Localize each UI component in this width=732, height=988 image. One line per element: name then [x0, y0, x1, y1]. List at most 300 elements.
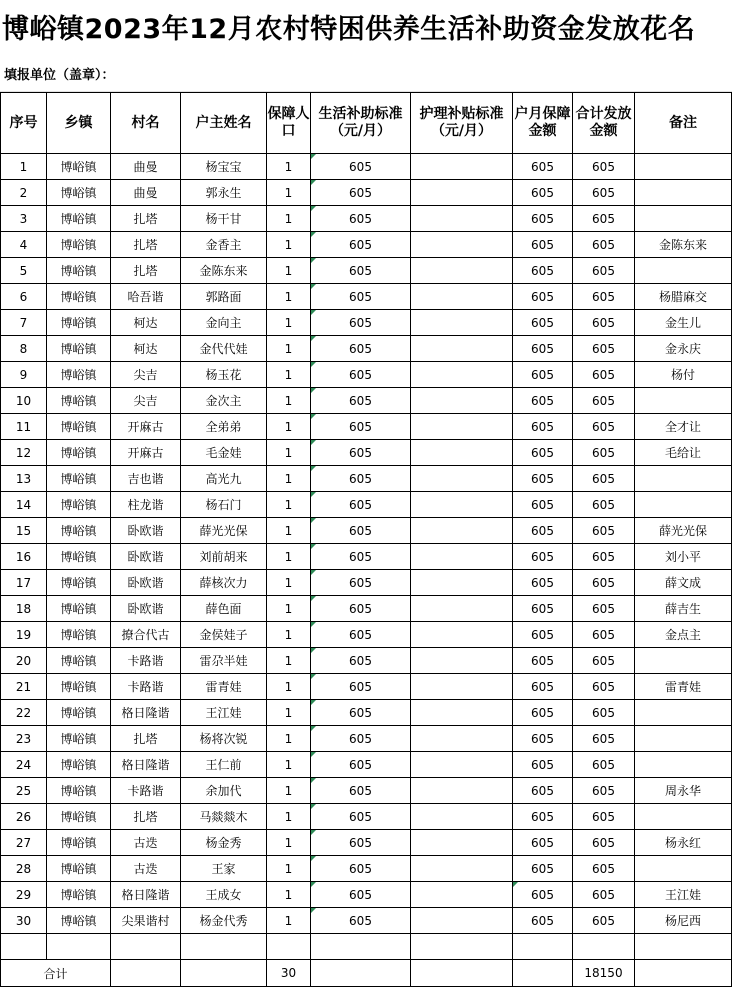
monthly-amount-cell: 605 — [513, 752, 573, 778]
col-header-total: 合计发放金额 — [573, 93, 635, 154]
life-subsidy-cell: 605 — [311, 674, 411, 700]
note-cell — [635, 388, 732, 414]
table-row — [1, 414, 732, 440]
life-subsidy-cell: 605 — [311, 804, 411, 830]
town-cell: 博峪镇 — [47, 570, 111, 596]
monthly-amount-cell: 605 — [513, 674, 573, 700]
population-cell: 1 — [267, 830, 311, 856]
table-cell — [411, 960, 513, 987]
row-number: 28 — [1, 856, 47, 882]
row-number: 10 — [1, 388, 47, 414]
total-amount-cell: 605 — [573, 778, 635, 804]
table-row — [1, 440, 732, 466]
note-cell: 金点主 — [635, 622, 732, 648]
care-subsidy-cell — [411, 674, 513, 700]
col-header-life-subsidy: 生活补助标准（元/月） — [311, 93, 411, 154]
householder-name: 杨金秀 — [181, 830, 267, 856]
monthly-amount-cell: 605 — [513, 414, 573, 440]
town-cell: 博峪镇 — [47, 596, 111, 622]
note-cell: 金生儿 — [635, 310, 732, 336]
row-number: 11 — [1, 414, 47, 440]
table-cell — [47, 934, 111, 960]
life-subsidy-cell: 605 — [311, 856, 411, 882]
life-subsidy-cell: 605 — [311, 570, 411, 596]
table-row — [1, 752, 732, 778]
population-cell: 1 — [267, 388, 311, 414]
table-row — [1, 648, 732, 674]
village-cell: 柯达 — [111, 336, 181, 362]
life-subsidy-cell: 605 — [311, 154, 411, 180]
village-cell: 尖吉 — [111, 388, 181, 414]
care-subsidy-cell — [411, 648, 513, 674]
village-cell: 格日隆谐 — [111, 700, 181, 726]
town-cell: 博峪镇 — [47, 648, 111, 674]
total-amount-cell: 605 — [573, 180, 635, 206]
village-cell: 卡路谐 — [111, 674, 181, 700]
row-number: 25 — [1, 778, 47, 804]
householder-name: 杨石门 — [181, 492, 267, 518]
total-amount-cell: 605 — [573, 544, 635, 570]
table-cell — [181, 934, 267, 960]
table-row — [1, 388, 732, 414]
note-cell — [635, 154, 732, 180]
total-label: 合计 — [1, 960, 111, 987]
table-cell — [1, 934, 47, 960]
fill-unit-label: 填报单位（盖章）： — [0, 60, 732, 92]
table-row — [1, 544, 732, 570]
total-amount-cell: 605 — [573, 310, 635, 336]
total-amount-cell: 605 — [573, 284, 635, 310]
village-cell: 曲曼 — [111, 180, 181, 206]
monthly-amount-cell: 605 — [513, 726, 573, 752]
population-cell: 1 — [267, 258, 311, 284]
table-row — [1, 596, 732, 622]
life-subsidy-cell: 605 — [311, 908, 411, 934]
monthly-amount-cell: 605 — [513, 804, 573, 830]
table-row — [1, 570, 732, 596]
town-cell: 博峪镇 — [47, 154, 111, 180]
row-number: 29 — [1, 882, 47, 908]
village-cell: 格日隆谐 — [111, 752, 181, 778]
householder-name: 王成女 — [181, 882, 267, 908]
householder-name: 金侯娃子 — [181, 622, 267, 648]
householder-name: 杨干甘 — [181, 206, 267, 232]
care-subsidy-cell — [411, 908, 513, 934]
town-cell: 博峪镇 — [47, 674, 111, 700]
note-cell: 雷青娃 — [635, 674, 732, 700]
village-cell: 扎塔 — [111, 232, 181, 258]
note-cell — [635, 180, 732, 206]
table-row — [1, 310, 732, 336]
population-cell: 1 — [267, 414, 311, 440]
note-cell: 杨永红 — [635, 830, 732, 856]
village-cell: 撩合代古 — [111, 622, 181, 648]
note-cell: 周永华 — [635, 778, 732, 804]
col-header-monthly: 户月保障金额 — [513, 93, 573, 154]
care-subsidy-cell — [411, 518, 513, 544]
town-cell: 博峪镇 — [47, 336, 111, 362]
life-subsidy-cell: 605 — [311, 310, 411, 336]
row-number: 27 — [1, 830, 47, 856]
monthly-amount-cell: 605 — [513, 362, 573, 388]
table-row — [1, 206, 732, 232]
monthly-amount-cell: 605 — [513, 258, 573, 284]
total-amount-cell: 605 — [573, 518, 635, 544]
table-cell — [513, 960, 573, 987]
note-cell: 薛文成 — [635, 570, 732, 596]
population-cell: 1 — [267, 778, 311, 804]
life-subsidy-cell: 605 — [311, 258, 411, 284]
householder-name: 杨玉花 — [181, 362, 267, 388]
care-subsidy-cell — [411, 596, 513, 622]
total-amount-cell: 605 — [573, 804, 635, 830]
total-amount-cell: 605 — [573, 440, 635, 466]
care-subsidy-cell — [411, 544, 513, 570]
row-number: 9 — [1, 362, 47, 388]
care-subsidy-cell — [411, 284, 513, 310]
table-row — [1, 362, 732, 388]
life-subsidy-cell: 605 — [311, 206, 411, 232]
roster-table — [0, 92, 732, 987]
row-number: 13 — [1, 466, 47, 492]
village-cell: 开麻古 — [111, 440, 181, 466]
care-subsidy-cell — [411, 336, 513, 362]
row-number: 23 — [1, 726, 47, 752]
monthly-amount-cell: 605 — [513, 882, 573, 908]
town-cell: 博峪镇 — [47, 180, 111, 206]
care-subsidy-cell — [411, 726, 513, 752]
life-subsidy-cell: 605 — [311, 752, 411, 778]
population-cell: 1 — [267, 180, 311, 206]
monthly-amount-cell: 605 — [513, 570, 573, 596]
village-cell: 古迭 — [111, 830, 181, 856]
row-number: 22 — [1, 700, 47, 726]
life-subsidy-cell: 605 — [311, 180, 411, 206]
village-cell: 尖果谐村 — [111, 908, 181, 934]
life-subsidy-cell: 605 — [311, 414, 411, 440]
care-subsidy-cell — [411, 622, 513, 648]
col-header-town: 乡镇 — [47, 93, 111, 154]
row-number: 3 — [1, 206, 47, 232]
life-subsidy-cell: 605 — [311, 232, 411, 258]
note-cell — [635, 466, 732, 492]
monthly-amount-cell: 605 — [513, 856, 573, 882]
village-cell: 格日隆谐 — [111, 882, 181, 908]
monthly-amount-cell: 605 — [513, 284, 573, 310]
monthly-amount-cell: 605 — [513, 596, 573, 622]
care-subsidy-cell — [411, 180, 513, 206]
col-header-population: 保障人口 — [267, 93, 311, 154]
householder-name: 郭永生 — [181, 180, 267, 206]
population-cell: 1 — [267, 310, 311, 336]
total-amount-cell: 605 — [573, 206, 635, 232]
village-cell: 尖吉 — [111, 362, 181, 388]
note-cell — [635, 648, 732, 674]
householder-name: 高光九 — [181, 466, 267, 492]
care-subsidy-cell — [411, 232, 513, 258]
table-row — [1, 154, 732, 180]
note-cell — [635, 752, 732, 778]
row-number: 6 — [1, 284, 47, 310]
table-row — [1, 258, 732, 284]
note-cell — [635, 206, 732, 232]
town-cell: 博峪镇 — [47, 466, 111, 492]
population-cell: 1 — [267, 284, 311, 310]
care-subsidy-cell — [411, 154, 513, 180]
total-amount-cell: 605 — [573, 700, 635, 726]
householder-name: 金陈东来 — [181, 258, 267, 284]
town-cell: 博峪镇 — [47, 882, 111, 908]
householder-name: 杨将次锐 — [181, 726, 267, 752]
table-row — [1, 700, 732, 726]
householder-name: 郭路面 — [181, 284, 267, 310]
monthly-amount-cell: 605 — [513, 830, 573, 856]
town-cell: 博峪镇 — [47, 700, 111, 726]
householder-name: 金向主 — [181, 310, 267, 336]
population-cell: 1 — [267, 206, 311, 232]
householder-name: 余加代 — [181, 778, 267, 804]
care-subsidy-cell — [411, 856, 513, 882]
householder-name: 王家 — [181, 856, 267, 882]
population-cell: 1 — [267, 466, 311, 492]
householder-name: 杨宝宝 — [181, 154, 267, 180]
row-number: 17 — [1, 570, 47, 596]
table-cell — [635, 934, 732, 960]
page-title: 博峪镇2023年12月农村特困供养生活补助资金发放花名 — [2, 14, 696, 45]
life-subsidy-cell: 605 — [311, 726, 411, 752]
life-subsidy-cell: 605 — [311, 778, 411, 804]
care-subsidy-cell — [411, 492, 513, 518]
monthly-amount-cell: 605 — [513, 180, 573, 206]
total-amount-cell: 605 — [573, 154, 635, 180]
row-number: 12 — [1, 440, 47, 466]
row-number: 8 — [1, 336, 47, 362]
row-number: 4 — [1, 232, 47, 258]
village-cell: 扎塔 — [111, 258, 181, 284]
population-cell: 1 — [267, 648, 311, 674]
village-cell: 扎塔 — [111, 804, 181, 830]
row-number: 18 — [1, 596, 47, 622]
life-subsidy-cell: 605 — [311, 622, 411, 648]
header-row — [1, 93, 732, 154]
householder-name: 刘前胡来 — [181, 544, 267, 570]
total-amount-cell: 605 — [573, 596, 635, 622]
town-cell: 博峪镇 — [47, 414, 111, 440]
col-header-village: 村名 — [111, 93, 181, 154]
monthly-amount-cell: 605 — [513, 492, 573, 518]
total-amount-cell: 605 — [573, 648, 635, 674]
total-amount-cell: 605 — [573, 466, 635, 492]
life-subsidy-cell: 605 — [311, 544, 411, 570]
col-header-name: 户主姓名 — [181, 93, 267, 154]
householder-name: 薛光光保 — [181, 518, 267, 544]
care-subsidy-cell — [411, 440, 513, 466]
householder-name: 薛色面 — [181, 596, 267, 622]
table-row — [1, 908, 732, 934]
note-cell — [635, 492, 732, 518]
col-header-care-subsidy: 护理补贴标准（元/月） — [411, 93, 513, 154]
table-row — [1, 674, 732, 700]
town-cell: 博峪镇 — [47, 518, 111, 544]
population-cell: 1 — [267, 336, 311, 362]
town-cell: 博峪镇 — [47, 778, 111, 804]
care-subsidy-cell — [411, 570, 513, 596]
note-cell: 金永庆 — [635, 336, 732, 362]
monthly-amount-cell: 605 — [513, 518, 573, 544]
village-cell: 曲曼 — [111, 154, 181, 180]
life-subsidy-cell: 605 — [311, 830, 411, 856]
town-cell: 博峪镇 — [47, 232, 111, 258]
row-number: 19 — [1, 622, 47, 648]
total-amount-cell: 605 — [573, 830, 635, 856]
householder-name: 杨金代秀 — [181, 908, 267, 934]
table-row — [1, 830, 732, 856]
village-cell: 哈吾谐 — [111, 284, 181, 310]
householder-name: 王仁前 — [181, 752, 267, 778]
population-cell: 1 — [267, 440, 311, 466]
total-amount-cell: 605 — [573, 492, 635, 518]
total-amount: 18150 — [573, 960, 635, 987]
householder-name: 王江娃 — [181, 700, 267, 726]
care-subsidy-cell — [411, 206, 513, 232]
village-cell: 卧欧谐 — [111, 596, 181, 622]
population-cell: 1 — [267, 752, 311, 778]
town-cell: 博峪镇 — [47, 284, 111, 310]
care-subsidy-cell — [411, 778, 513, 804]
table-cell — [311, 934, 411, 960]
total-row — [1, 960, 732, 987]
note-cell — [635, 700, 732, 726]
total-amount-cell: 605 — [573, 622, 635, 648]
householder-name: 雷青娃 — [181, 674, 267, 700]
table-cell — [513, 934, 573, 960]
town-cell: 博峪镇 — [47, 544, 111, 570]
town-cell: 博峪镇 — [47, 622, 111, 648]
population-cell: 1 — [267, 622, 311, 648]
row-number: 30 — [1, 908, 47, 934]
village-cell: 卧欧谐 — [111, 518, 181, 544]
care-subsidy-cell — [411, 310, 513, 336]
population-cell: 1 — [267, 518, 311, 544]
total-amount-cell: 605 — [573, 414, 635, 440]
life-subsidy-cell: 605 — [311, 648, 411, 674]
note-cell: 毛给让 — [635, 440, 732, 466]
table-row — [1, 336, 732, 362]
note-cell: 全才让 — [635, 414, 732, 440]
total-amount-cell: 605 — [573, 856, 635, 882]
village-cell: 古迭 — [111, 856, 181, 882]
town-cell: 博峪镇 — [47, 726, 111, 752]
care-subsidy-cell — [411, 362, 513, 388]
total-amount-cell: 605 — [573, 336, 635, 362]
population-cell: 1 — [267, 700, 311, 726]
monthly-amount-cell: 605 — [513, 388, 573, 414]
monthly-amount-cell: 605 — [513, 466, 573, 492]
table-row — [1, 232, 732, 258]
table-row — [1, 622, 732, 648]
total-amount-cell: 605 — [573, 752, 635, 778]
life-subsidy-cell: 605 — [311, 388, 411, 414]
table-row — [1, 726, 732, 752]
monthly-amount-cell: 605 — [513, 154, 573, 180]
row-number: 20 — [1, 648, 47, 674]
town-cell: 博峪镇 — [47, 258, 111, 284]
row-number: 21 — [1, 674, 47, 700]
life-subsidy-cell: 605 — [311, 336, 411, 362]
life-subsidy-cell: 605 — [311, 700, 411, 726]
village-cell: 扎塔 — [111, 726, 181, 752]
town-cell: 博峪镇 — [47, 310, 111, 336]
total-amount-cell: 605 — [573, 908, 635, 934]
row-number: 7 — [1, 310, 47, 336]
care-subsidy-cell — [411, 466, 513, 492]
village-cell: 吉也谐 — [111, 466, 181, 492]
population-cell: 1 — [267, 674, 311, 700]
row-number: 26 — [1, 804, 47, 830]
care-subsidy-cell — [411, 414, 513, 440]
blank-row — [1, 934, 732, 960]
population-cell: 1 — [267, 570, 311, 596]
life-subsidy-cell: 605 — [311, 492, 411, 518]
village-cell: 柱龙谐 — [111, 492, 181, 518]
note-cell — [635, 804, 732, 830]
care-subsidy-cell — [411, 752, 513, 778]
population-cell: 1 — [267, 154, 311, 180]
care-subsidy-cell — [411, 258, 513, 284]
life-subsidy-cell: 605 — [311, 596, 411, 622]
row-number: 14 — [1, 492, 47, 518]
care-subsidy-cell — [411, 882, 513, 908]
total-amount-cell: 605 — [573, 232, 635, 258]
town-cell: 博峪镇 — [47, 908, 111, 934]
population-cell: 1 — [267, 232, 311, 258]
life-subsidy-cell: 605 — [311, 882, 411, 908]
table-row — [1, 882, 732, 908]
table-cell — [181, 960, 267, 987]
householder-name: 金次主 — [181, 388, 267, 414]
row-number: 2 — [1, 180, 47, 206]
population-cell: 1 — [267, 856, 311, 882]
householder-name: 毛金娃 — [181, 440, 267, 466]
life-subsidy-cell: 605 — [311, 362, 411, 388]
table-cell — [267, 934, 311, 960]
table-cell — [111, 960, 181, 987]
row-number: 15 — [1, 518, 47, 544]
row-number: 5 — [1, 258, 47, 284]
table-row — [1, 466, 732, 492]
table-row — [1, 856, 732, 882]
town-cell: 博峪镇 — [47, 752, 111, 778]
table-cell — [311, 960, 411, 987]
town-cell: 博峪镇 — [47, 440, 111, 466]
monthly-amount-cell: 605 — [513, 544, 573, 570]
town-cell: 博峪镇 — [47, 856, 111, 882]
monthly-amount-cell: 605 — [513, 648, 573, 674]
total-amount-cell: 605 — [573, 388, 635, 414]
table-cell — [635, 960, 732, 987]
table-cell — [411, 934, 513, 960]
householder-name: 全弟弟 — [181, 414, 267, 440]
population-cell: 1 — [267, 596, 311, 622]
population-cell: 1 — [267, 882, 311, 908]
care-subsidy-cell — [411, 830, 513, 856]
monthly-amount-cell: 605 — [513, 700, 573, 726]
care-subsidy-cell — [411, 388, 513, 414]
village-cell: 柯达 — [111, 310, 181, 336]
population-cell: 1 — [267, 726, 311, 752]
monthly-amount-cell: 605 — [513, 440, 573, 466]
note-cell: 杨尼西 — [635, 908, 732, 934]
